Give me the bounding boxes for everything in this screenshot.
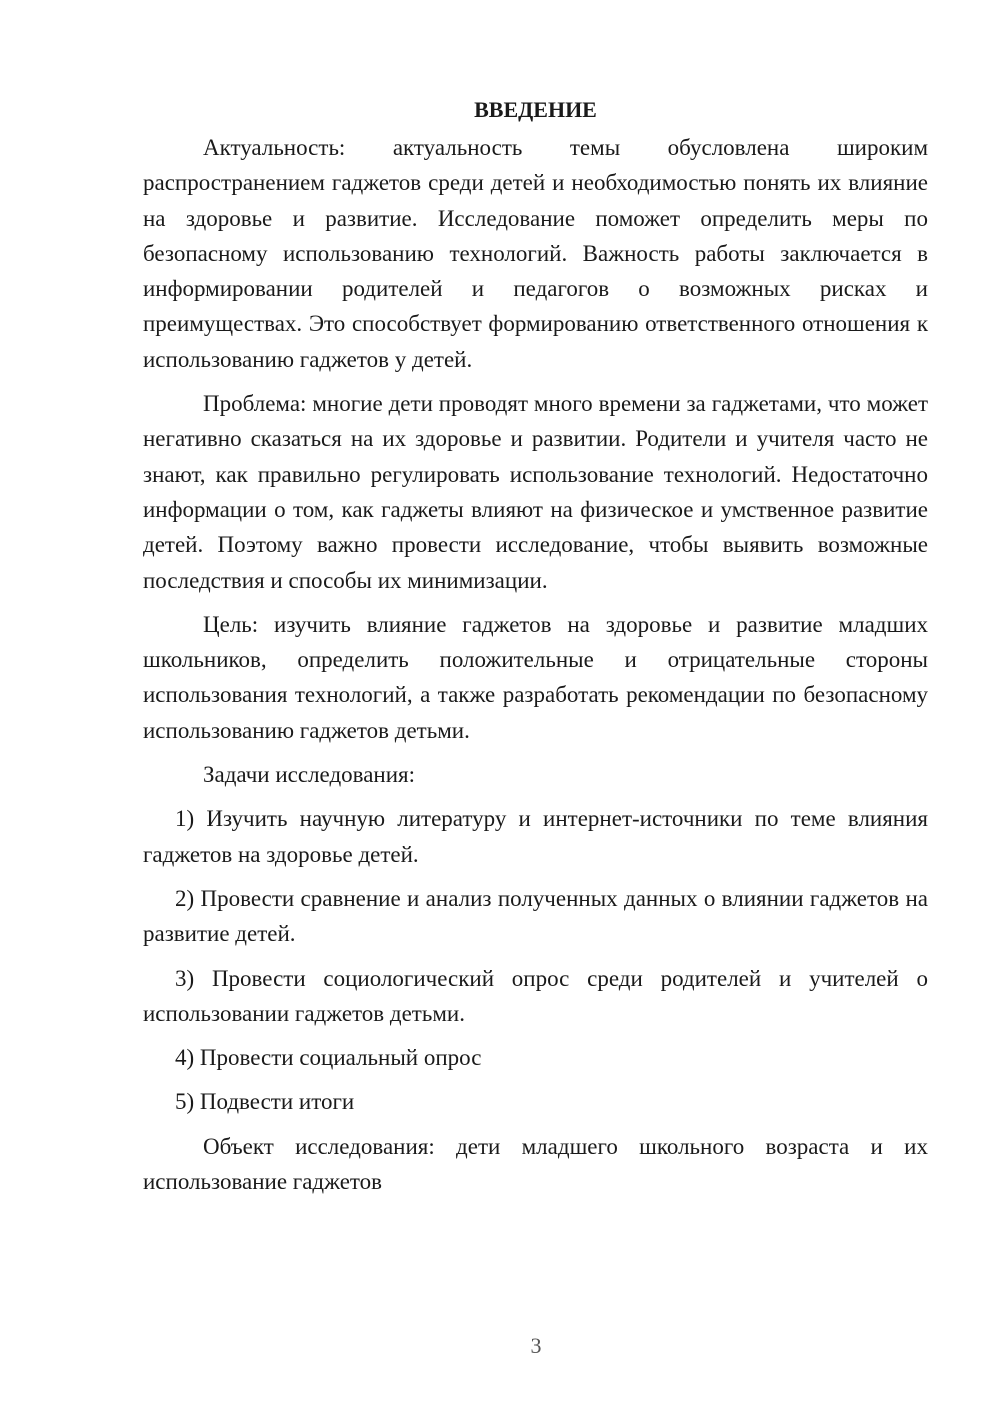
task-item-3: 3) Провести социологический опрос среди родителей и учителей о использовании гаджетов детьми.	[143, 965, 928, 1026]
task-item-4: 4) Провести социальный опрос	[175, 1045, 482, 1071]
page-content	[143, 92, 928, 1208]
paragraph-object: Объект исследования: дети младшего школьного возраста и их использование гаджетов	[143, 1133, 928, 1195]
task-item-2: 2) Провести сравнение и анализ полученных данных о влиянии гаджетов на развитие детей.	[143, 885, 928, 947]
paragraph-problem: Проблема: многие дети проводят много времени за гаджетами, что может негативно сказаться на их здоровье и развитии. Родители и учителя часто не знают, как правильно регулировать использование технологий. Недостаточно информации о том, как гаджеты влияют на физическое и умственное развитие детей. Поэтому важно провести исследование, чтобы выявить возможные последствия и способы их минимизации.	[143, 391, 928, 593]
task-item-5: 5) Подвести итоги	[175, 1089, 355, 1115]
tasks-label: Задачи исследования:	[203, 762, 416, 788]
task-item-1: 1) Изучить научную литературу и интернет-источники по теме влияния гаджетов на здоровье детей.	[143, 806, 928, 867]
page-number: 3	[530, 1333, 542, 1358]
section-heading: ВВЕДЕНИЕ	[474, 97, 597, 122]
paragraph-goal: Цель: изучить влияние гаджетов на здоровье и развитие младших школьников, определить положительные и отрицательные стороны использования технологий, а также разработать рекомендации по безопасному использованию гаджетов детьми.	[143, 611, 928, 743]
paragraph-relevance: Актуальность: актуальность темы обусловлена широким распространением гаджетов среди детей и необходимостью понять их влияние на здоровье и развитие. Исследование поможет определить меры по безопасному использованию технологий. Важность работы заключается в информировании родителей и педагогов о возможных рисках и преимуществах. Это способствует формированию ответственного отношения к использованию гаджетов у детей.	[143, 135, 928, 372]
